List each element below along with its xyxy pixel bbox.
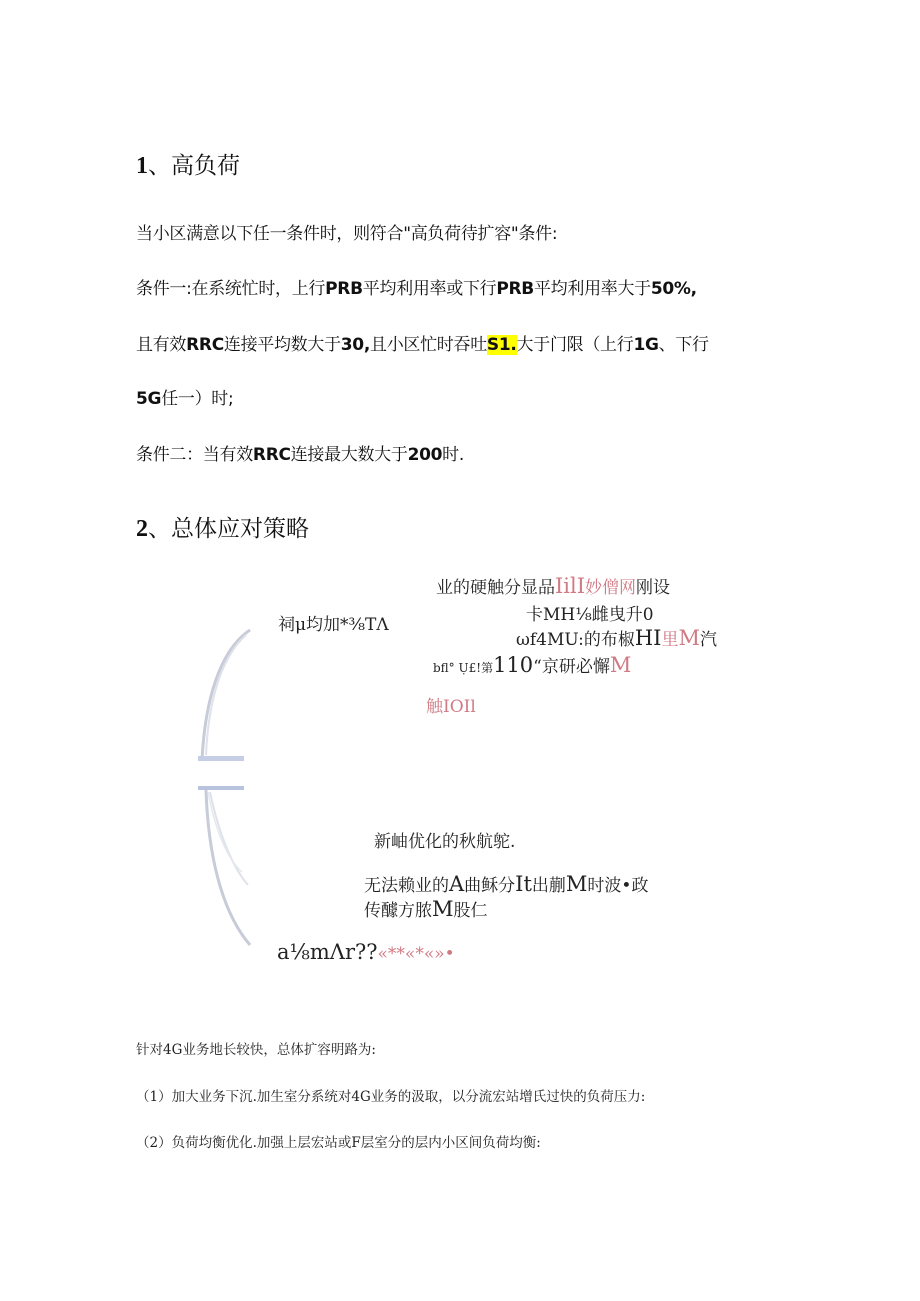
mindmap-right-row-1: 业的硬触分显品IilI妙僧网刚设 [436,574,671,598]
mindmap-bottom-row-3: 传醵方脓M股仁 [364,897,488,921]
mindmap-right-row-3: ωf4MU:的布椒HI里M汽 [516,626,717,650]
heading-1 [136,147,240,180]
summary-intro: 针对4G业务地长较快，总体扩容明路为: [136,1042,376,1058]
mindmap-right-row-5: 触IOIl [426,697,476,717]
condition-1-line-3: 5G任一）时; [136,389,234,409]
mindmap-right-row-4: bfl° Ụ£!第110“京研必懈M [433,653,632,677]
summary-item-1: （1）加大业务下沉.加生室分系统对4G业务的汲取，以分流宏站增氏过快的负荷压力: [136,1089,646,1105]
mindmap-bottom-row-1: 新岫优化的秋航鸵. [374,832,516,852]
condition-2: 条件二：当有效RRC连接最大数大于200时. [136,445,464,465]
mindmap-branches [180,610,270,960]
heading-1-number: 1 [136,153,148,179]
condition-1-line-1: 条件一:在系统忙时，上行PRB平均利用率或下行PRB平均利用率大于50%, [136,279,697,299]
heading-2-text: 、总体应对策略 [148,516,309,542]
heading-2-number: 2 [136,516,148,542]
heading-1-text: 、高负荷 [148,153,240,179]
mindmap-right-row-2: 卡MH⅛雌曳升0 [526,605,654,625]
mindmap-bottom-row-2: 无法赖业的A曲稣分It出蒯M时波•政 [364,872,649,896]
intro-paragraph: 当小区满意以下任一条件时，则符合"高负荷待扩容"条件: [136,224,558,244]
condition-1-line-2: 且有效RRC连接平均数大于30,且小区忙时吞吐S1.大于门限（上行1G、下行 [136,335,709,355]
mindmap-bottom-row-4: a⅛mΛr??«**«*«»• [277,940,455,964]
heading-2 [136,510,309,543]
summary-item-2: （2）负荷均衡优化.加强上层宏站或F层室分的层内小区间负荷均衡: [136,1135,541,1151]
mindmap-left-top: 祠μ均加*⅜TΛ [278,615,389,635]
highlighted-value: S1. [486,335,517,355]
